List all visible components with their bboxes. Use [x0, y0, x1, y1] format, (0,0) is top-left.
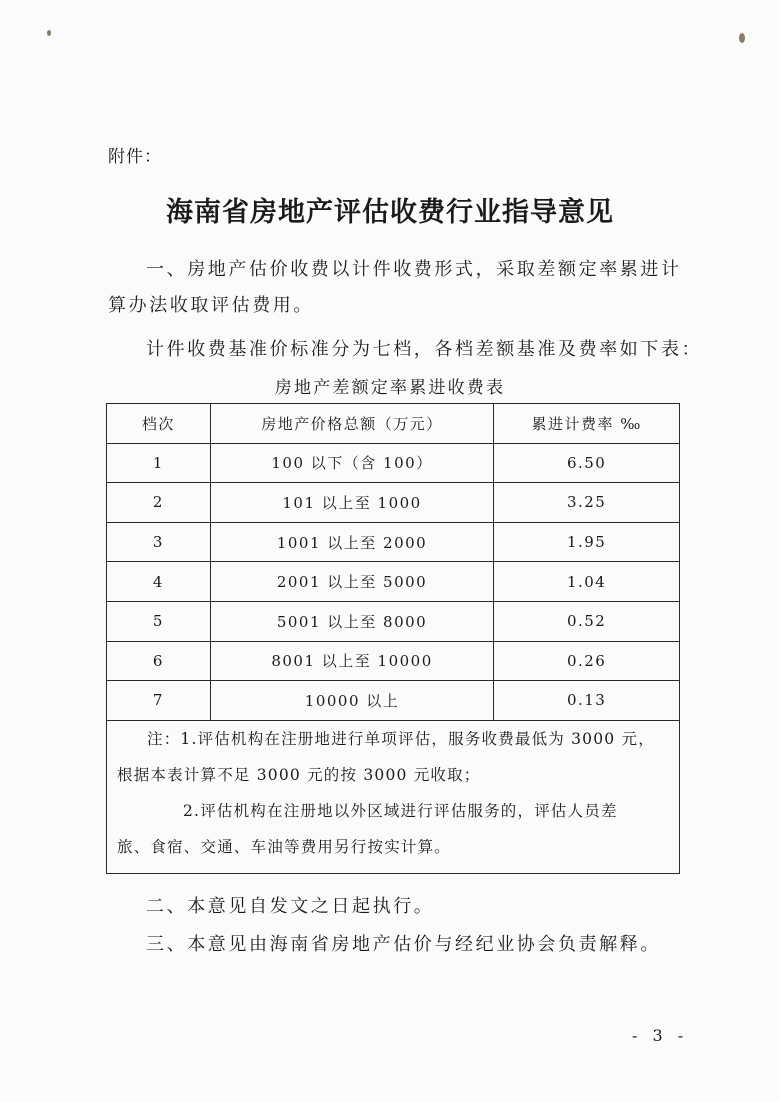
table-caption: 房地产差额定率累进收费表 — [274, 378, 506, 398]
note-1-line-2: 根据本表计算不足 3000 元的按 3000 元收取； — [117, 765, 481, 784]
cell-rate: 0.26 — [494, 641, 680, 681]
cell-price-range: 2001 以上至 5000 — [210, 562, 494, 602]
header-tier: 档次 — [107, 404, 211, 444]
header-price-total: 房地产价格总额（万元） — [210, 404, 494, 444]
table-notes — [107, 720, 680, 873]
scan-speck — [739, 33, 745, 43]
cell-rate: 6.50 — [494, 443, 680, 483]
table-row — [107, 562, 680, 602]
note-1-line-1: 注：1.评估机构在注册地进行单项评估，服务收费最低为 3000 元， — [147, 729, 655, 748]
cell-price-range: 8001 以上至 10000 — [210, 641, 494, 681]
cell-rate: 0.52 — [494, 601, 680, 641]
page-number: - 3 - — [632, 1026, 689, 1045]
cell-tier: 5 — [107, 601, 211, 641]
cell-rate: 0.13 — [494, 681, 680, 721]
cell-price-range: 101 以上至 1000 — [210, 483, 494, 523]
scan-speck — [47, 30, 51, 36]
cell-rate: 1.95 — [494, 522, 680, 562]
cell-price-range: 5001 以上至 8000 — [210, 601, 494, 641]
cell-price-range: 1001 以上至 2000 — [210, 522, 494, 562]
attachment-label: 附件： — [108, 147, 162, 167]
fee-table — [106, 403, 680, 874]
document-title: 海南省房地产评估收费行业指导意见 — [166, 197, 614, 228]
cell-tier: 6 — [107, 641, 211, 681]
table-header-row — [107, 404, 680, 444]
cell-tier: 7 — [107, 681, 211, 721]
table-row — [107, 443, 680, 483]
paragraph-2: 计件收费基准价标准分为七档，各档差额基准及费率如下表： — [146, 339, 703, 360]
paragraph-4: 三、本意见由海南省房地产估价与经纪业协会负责解释。 — [146, 934, 661, 955]
table-row — [107, 522, 680, 562]
paragraph-1-line-1: 一、房地产估价收费以计件收费形式，采取差额定率累进计 — [146, 259, 682, 280]
table-row — [107, 641, 680, 681]
cell-price-range: 100 以下（含 100） — [210, 443, 494, 483]
paragraph-1-line-2: 算办法收取评估费用。 — [108, 295, 314, 316]
cell-tier: 1 — [107, 443, 211, 483]
cell-tier: 2 — [107, 483, 211, 523]
note-2-line-2: 旅、食宿、交通、车油等费用另行按实计算。 — [117, 837, 452, 856]
paragraph-3: 二、本意见自发文之日起执行。 — [146, 896, 435, 917]
note-2-line-1: 2.评估机构在注册地以外区域进行评估服务的，评估人员差 — [183, 801, 618, 820]
header-rate: 累进计费率 ‰ — [494, 404, 680, 444]
cell-price-range: 10000 以上 — [210, 681, 494, 721]
cell-rate: 1.04 — [494, 562, 680, 602]
cell-tier: 4 — [107, 562, 211, 602]
table-row — [107, 681, 680, 721]
cell-tier: 3 — [107, 522, 211, 562]
table-row — [107, 483, 680, 523]
table-row — [107, 601, 680, 641]
table-notes-row — [107, 720, 680, 873]
cell-rate: 3.25 — [494, 483, 680, 523]
